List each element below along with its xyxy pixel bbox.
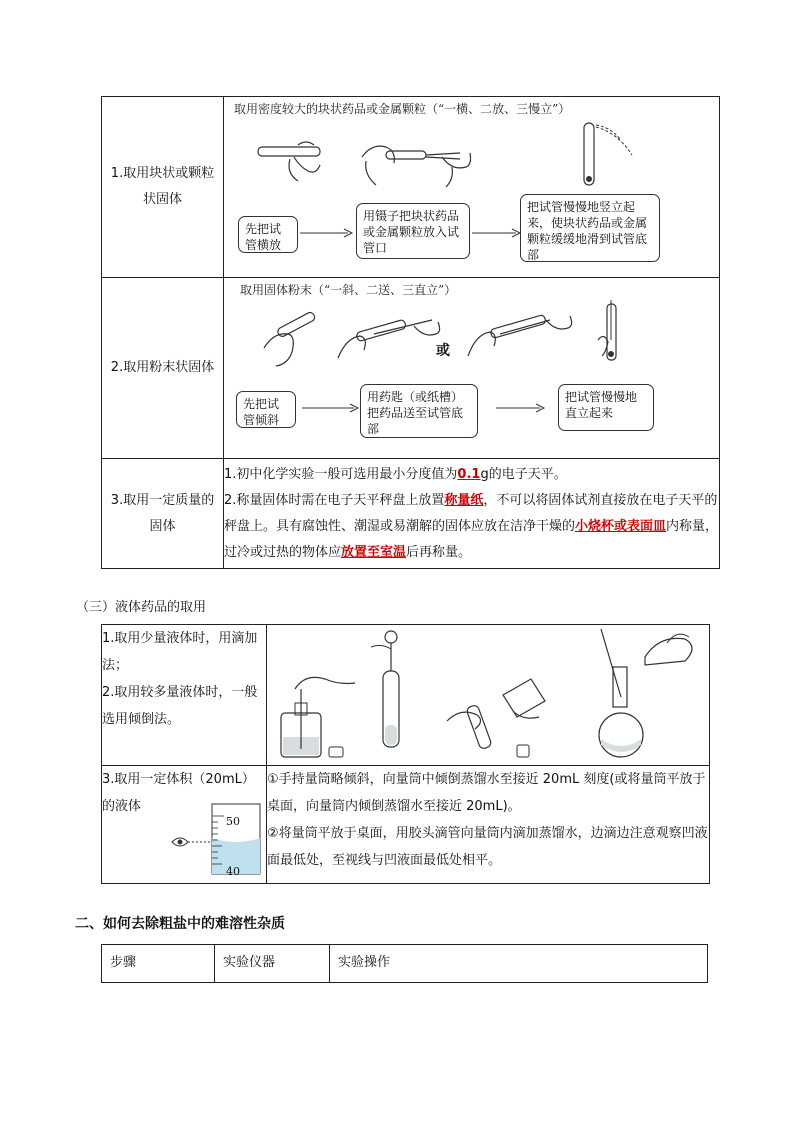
table-row <box>102 97 720 278</box>
row-label-text: 3.取用一定质量的固体 <box>110 492 215 534</box>
table-row <box>102 459 720 569</box>
note-text: ，不可以将固体试剂直接放在电子天平的秤盘上。具有腐蚀性、潮湿或易潮解的固体应放在洁净干燥的 <box>224 492 718 534</box>
arrow-right-icon <box>496 403 546 413</box>
illustration-cell <box>224 97 720 278</box>
method-cell <box>102 625 267 766</box>
note-text: 1.初中化学实验一般可选用最小分度值为 <box>224 466 458 482</box>
liquid-reagent-table <box>101 624 710 884</box>
note-paragraph <box>224 488 719 566</box>
section-title: 二、如何去除粗盐中的难溶性杂质 <box>75 916 285 932</box>
method-text: 1.取用少量液体时，用滴加法； <box>102 631 258 673</box>
crude-salt-table <box>101 944 708 983</box>
cylinder-mark-50: 50 <box>226 815 240 828</box>
table-row <box>102 278 720 459</box>
flow-step-box: 先把试管横放 <box>238 216 298 253</box>
row-label <box>102 97 224 278</box>
pouring-tube-illustration <box>443 665 553 761</box>
section-title: （三）液体药品的取用 <box>76 600 207 615</box>
dropper-tube-illustration <box>367 627 417 753</box>
highlight-text: 称量纸 <box>444 492 484 508</box>
row-label-text: 2.取用粉末状固体 <box>110 360 215 375</box>
column-header: 步骤 <box>102 945 215 983</box>
cylinder-mark-40: 40 <box>226 865 240 878</box>
flow-step-box: 先把试管倾斜 <box>236 391 296 428</box>
note-cell <box>224 459 720 569</box>
row-label <box>102 459 224 569</box>
flow-step-box: 用药匙（或纸槽）把药品送至试管底部 <box>360 384 478 438</box>
dropper-bottle-illustration <box>273 669 363 761</box>
note-text: g的电子天平。 <box>480 466 567 482</box>
arrow-right-icon <box>302 403 360 413</box>
instruction-text: ②将量筒平放于桌面，用胶头滴管向量筒内滴加蒸馏水，边滴边注意观察凹液面最低处，至视线与凹液面最低处相平。 <box>267 826 708 868</box>
volumetric-flask-illustration <box>577 627 703 761</box>
or-text: 或 <box>436 343 450 359</box>
flow-step-box: 把试管慢慢地直立起来 <box>558 384 654 431</box>
instruction-text: ①手持量筒略倾斜，向量筒中倾倒蒸馏水至接近 20mL 刻度(或将量筒平放于桌面，向量筒内倾倒蒸馏水至接近 20mL)。 <box>267 772 706 814</box>
highlight-text: 小烧杯或表面皿 <box>575 518 667 534</box>
flow-step-box: 用镊子把块状药品或金属颗粒放入试管口 <box>356 203 470 259</box>
method-text: 3.取用一定体积（20mL）的液体 <box>102 772 255 814</box>
highlight-text: 放置至室温 <box>341 544 407 560</box>
illustration-cell <box>267 625 710 766</box>
table-row <box>102 766 710 884</box>
note-text: 后再称量。 <box>406 544 472 560</box>
flow-step-box: 把试管慢慢地竖立起来，使块状药品或金属颗粒缓缓地滑到试管底部 <box>520 194 660 262</box>
row-label-text: 1.取用块状或颗粒状固体 <box>110 166 215 207</box>
test-tube-rising-illustration <box>574 121 644 191</box>
illustration-caption: 取用密度较大的块状药品或金属颗粒（“一横、二放、三慢立”） <box>234 102 571 116</box>
table-header-row <box>102 945 708 983</box>
arrow-right-icon <box>300 228 354 238</box>
note-text: 内称量，过冷或过热的物体应 <box>224 518 719 560</box>
solid-reagent-table <box>101 96 720 569</box>
method-cell <box>102 766 267 884</box>
test-tube-horizontal-illustration <box>254 137 324 185</box>
note-paragraph <box>224 462 719 488</box>
graduated-cylinder-illustration <box>166 800 266 876</box>
note-text: 2.称量固体时需在电子天平秤盘上放置 <box>224 492 445 508</box>
illustration-cell <box>224 278 720 459</box>
method-text: 2.取用较多量液体时，一般选用倾倒法。 <box>102 685 258 727</box>
table-row <box>102 625 710 766</box>
paper-trough-illustration <box>460 304 580 368</box>
test-tube-upright-illustration <box>592 300 632 370</box>
row-label <box>102 278 224 459</box>
highlight-text: 0.1 <box>457 466 481 482</box>
illustration-caption: 取用固体粉末（“一斜、二送、三直立”） <box>240 283 457 297</box>
column-header: 实验仪器 <box>215 945 330 983</box>
spatula-illustration <box>334 308 444 368</box>
tweezers-illustration <box>356 137 476 191</box>
instruction-cell <box>267 766 710 884</box>
column-header: 实验操作 <box>330 945 708 983</box>
arrow-right-icon <box>472 228 522 238</box>
test-tube-tilted-illustration <box>258 308 320 370</box>
